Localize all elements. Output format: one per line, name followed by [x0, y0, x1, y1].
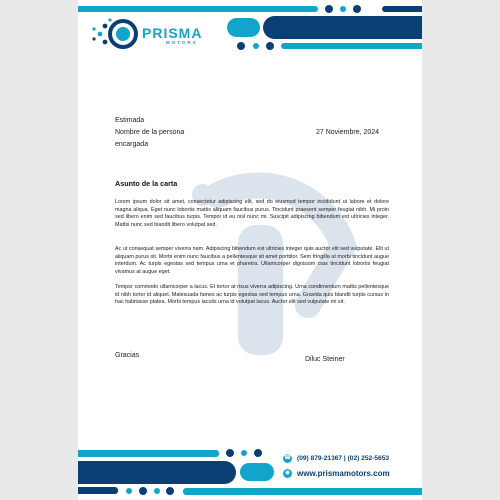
footer-dot [166, 487, 174, 495]
body-paragraph: Ac ut consequat semper viverra nam. Adipiscing bibendum est ultricies integer quis auctor elit sed vulputate. Elit ut aliquam purus sit. Morbi enim nunc faucibus a pellentesque sit amet porttitor. Sem fringilla ut morbi tincidunt augue interdum. Ac turpis egestas sed tempus urna et pharetra. Ullamcorper dignissim cras tincidunt lobortis feugiat vivamus at augue eget. [115, 246, 389, 276]
footer-bar-cyan [78, 450, 219, 457]
header-bar-cyan-lower [281, 43, 422, 49]
footer-phone: (09) 879-21367 | (02) 252-5653 [297, 455, 390, 462]
footer-pill-cyan [240, 463, 274, 481]
greeting-line-2: Nombre de la persona [115, 129, 185, 136]
header-dot [353, 5, 361, 13]
body-paragraph: Lorem ipsum dolor sit amet, consectetur adipiscing elit, sed do eiusmod tempor incididunt ut labore et dolore magna aliqua. Eget nunc lobortis mattis aliquam faucibus purus. Tincidunt praesent semper feugiat nibh. Mi proin sed libero enim sed faucibus turpis. Tempor id eu nisl nunc mi. Suscipit adipiscing bibendum est ultricies integer. Mattis nunc sed blandit libero volutpat sed. [115, 199, 389, 229]
greeting-line-3: encargada [115, 141, 149, 148]
footer-dot [226, 449, 234, 457]
header-bar-navy-small [382, 6, 422, 12]
letter-date: 27 Noviembre, 2024 [316, 129, 380, 136]
footer-bar-navy-small [78, 487, 118, 494]
footer-pill-navy [78, 461, 236, 484]
body-paragraph: Tempor commodo ullamcorper a lacus. Et tortor at risus viverra adipiscing. Urna condimentum mattis pellentesque id nibh tortor id aliquet. Malesuada fames ac turpis egestas sed tempus urna. Gravida quis blandit turpis cursus in hac habitasse platea. Morbi tempus iaculis urna id volutpat lacus. Auctor elit sed vulputate mi sit. [115, 284, 389, 306]
header-pill-navy [263, 16, 422, 39]
footer-dot [139, 487, 147, 495]
letter-subject: Asunto de la carta [115, 179, 178, 188]
header-dot [253, 43, 259, 49]
company-subtitle: MOTORS [166, 40, 198, 45]
greeting-line-1: Estimada [115, 117, 145, 124]
signature-name: Diluc Steiner [305, 356, 345, 363]
footer-dot [126, 488, 132, 494]
letter-page [78, 0, 422, 500]
footer-dot [254, 449, 262, 457]
company-name: PRISMA [142, 25, 203, 41]
header-bar-cyan [78, 6, 318, 12]
footer-dot [241, 450, 247, 456]
phone-icon: ☎ [283, 455, 292, 461]
globe-icon: ◉ [284, 470, 291, 476]
footer-bar-cyan-lower [183, 488, 422, 495]
gear-logo-icon [86, 16, 140, 50]
header-pill-cyan [227, 18, 260, 37]
header-dot [266, 42, 274, 50]
header-dot [325, 5, 333, 13]
footer-dot [154, 488, 160, 494]
footer-website[interactable]: www.prismamotors.com [297, 469, 390, 478]
header-dot [237, 42, 245, 50]
closing-text: Gracias [115, 352, 140, 359]
header-dot [340, 6, 346, 12]
